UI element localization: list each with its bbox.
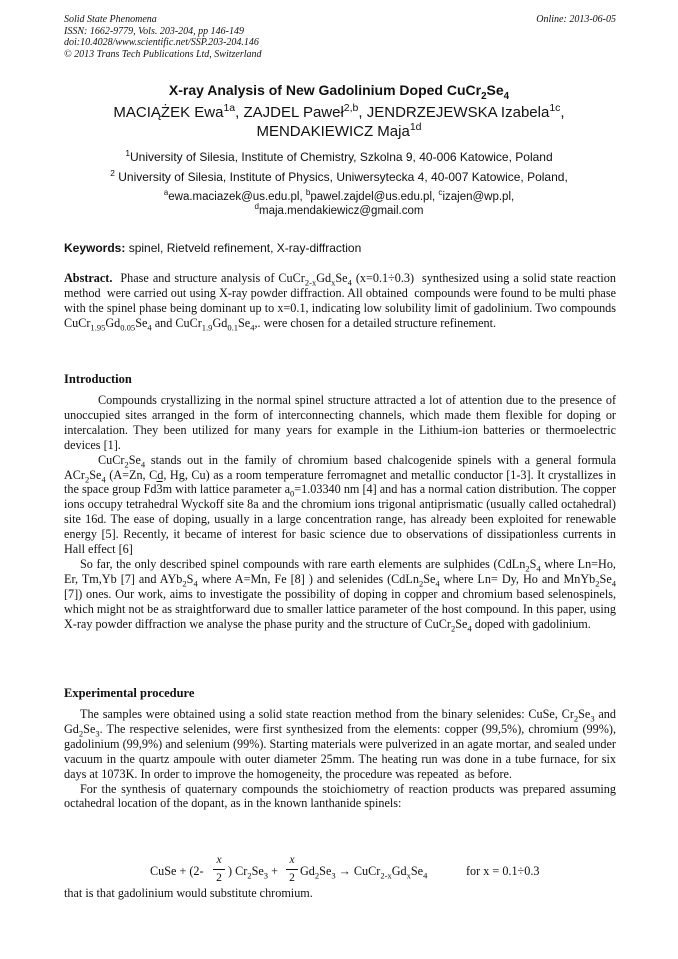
- email-link[interactable]: pawel.zajdel@us.edu.pl,: [310, 191, 436, 203]
- abstract-label: Abstract.: [64, 271, 113, 285]
- journal-issn: ISSN: 1662-9779, Vols. 203-204, pp 146-149: [64, 25, 244, 37]
- closing-text: that is that gadolinium would substitute chromium.: [64, 886, 313, 900]
- journal-name: Solid State Phenomena: [64, 14, 157, 25]
- author-list: MACIĄŻEK Ewa$^{1a}$, ZAJDEL Paweł$^{2,b}$, JENDRZEJEWSKA Izabela$^{1c}$, MENDAKIEWICZ Maja$^{1d}$: [113, 102, 565, 140]
- paper-title: X-ray Analysis of New Gadolinium Doped $CuCr_2Se_4$: [168, 82, 510, 102]
- keywords-line: [64, 241, 361, 255]
- email-link[interactable]: ewa.maciazek@us.edu.pl,: [168, 191, 303, 203]
- reaction-equation: CuSe + (2- x 2 ) $Cr_2Se_3$ + x 2 $Gd_2Se_3$ → $CuCr_{2-x}Gd_xSe_4$ for x = 0.1÷0.3: [150, 854, 540, 884]
- author-name: MACIĄŻEK Ewa: [113, 104, 224, 121]
- introduction-text: Compounds crystallizing in the normal spinel structure attracted a lot of attention due to the presence of unoccupied sites arranged in the form of interconnecting channels, which made them flexible for doping or intercalation. They been utilized for many years for example in the Lithium-ion batteries or thermoelectric devices [1]. $CuCr_2Se_4$ stands out in the family of chromium based chalcogenide spinels with a general formula $ACr_2Se_4$ (A=Zn, Cd, Hg, Cu) as a room temperature ferromagnet and metallic conductor [1-3]. It crystallizes in the space group Fd3m with lattice parameter $a_0=1.03340$ nm [4] and has a normal cation distribution. The copper ions occupy tetrahedral Wyckoff site 8a and the chromium ions trigonal antiprismatic (usually called octahedral) site 16d. The ease of doping, usually in a large concentration range, has already been exploited for renewable energy [5]. Recently, it became of interest for basic science due to observations of dissipationless currents in Hall effect [6] So far, the only described spinel compounds with rare earth elements are sulphides ($CdLn_2S_4$ where Ln=Ho, Er, Tm,Yb [7] and $AYb_2S_4$ where A=Mn, Fe [8] ) and selenides ($CdLn_2Se_4$ where Ln= Dy, Ho and $MnYb_2Se_4$ [7]) ones. Our work, aims to investigate the possibility of doping in copper and chromium based selenospinels, which might not be as straightforward due to smaller lattice parameter of the host compound. In this paper, using X-ray powder diffraction we analyse the phase purity and the structure of $CuCr_2Se_4$ doped with gadolinium.: [64, 393, 617, 634]
- email-list: $^a$ewa.maciazek@us.edu.pl, $^b$pawel.zajdel@us.edu.pl, $^c$izajen@wp.pl, $^d$maja.mendakiewicz@gmail.com: [163, 188, 515, 217]
- author-name: MENDAKIEWICZ Maja: [256, 123, 410, 140]
- author-affil-mark: 2,b: [343, 102, 359, 114]
- author-name: JENDRZEJEWSKA Izabela: [366, 104, 550, 121]
- author-affil-mark: 1c: [549, 102, 561, 114]
- experimental-text: The samples were obtained using a solid state reaction method from the binary selenides: CuSe, $Cr_2Se_3$ and $Gd_2Se_3$. The respective selenides, were first synthesized from the elements: copper (99,5%), chromium (99%), gadolinium (99,9%) and selenium (99%). Starting materials were pulverized in an agate mortar, and sealed under vacuum in the quartz ampoule with outer diameter 25mm. The heating run was done in a tube furnace, for six days at 1073K. In order to improve the homogeneity, the procedure was repeated as before. For the synthesis of quaternary compounds the stoichiometry of reaction products was prepared assuming octahedral location of the dopant, as in the known lanthanide spinels:: [64, 707, 616, 811]
- email-link[interactable]: izajen@wp.pl,: [442, 191, 515, 203]
- section-heading-experimental: Experimental procedure: [64, 686, 195, 700]
- keywords-text: spinel, Rietveld refinement, X-ray-diffraction: [128, 241, 362, 255]
- keywords-label: Keywords:: [64, 241, 126, 255]
- journal-copyright: © 2013 Trans Tech Publications Ltd, Switzerland: [64, 48, 262, 60]
- equation-range: for x = 0.1÷0.3: [466, 864, 540, 878]
- author-affil-mark: 1d: [409, 121, 422, 133]
- author-affil-mark: 1a: [223, 102, 236, 114]
- abstract-block: Abstract. Phase and structure analysis of $CuCr_{2-x}Gd_xSe_4$ (x=0.1÷0.3) synthesized using a solid state reaction method were carried out using X-ray powder diffraction. All obtained compounds were found to be multi phase with the spinel phase being dominant up to x=0.1, indicating low solubility limit of gadolinium. Two compounds $CuCr_{1.95}Gd_{0.05}Se_4$ and $CuCr_{1.9}Gd_{0.1}Se_4$,. were chosen for a detailed structure refinement.: [64, 271, 616, 333]
- online-date: Online: 2013-06-05: [536, 14, 616, 25]
- email-link[interactable]: maja.mendakiewicz@gmail.com: [259, 205, 424, 217]
- section-heading-introduction: Introduction: [64, 372, 132, 386]
- journal-doi: doi:10.4028/www.scientific.net/SSP.203-204.146: [64, 37, 259, 48]
- affiliation-1: $^1$University of Silesia, Institute of Chemistry, Szkolna 9, 40-006 Katowice, Poland: [125, 148, 553, 164]
- affiliation-2: $^2$ University of Silesia, Institute of Physics, Uniwersytecka 4, 40-007 Katowice, Poland,: [110, 168, 568, 184]
- author-name: ZAJDEL Paweł: [243, 104, 344, 121]
